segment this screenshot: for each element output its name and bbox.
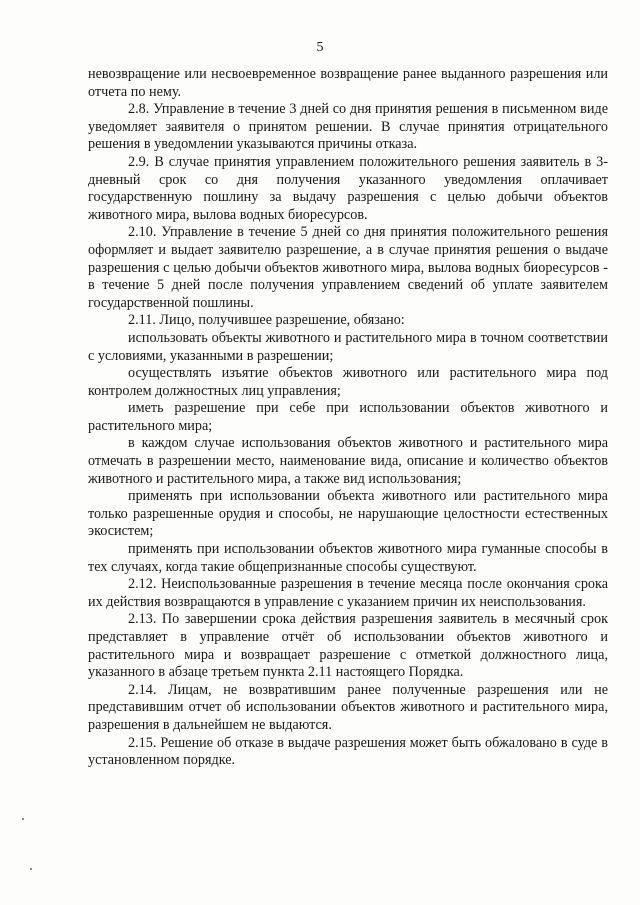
page-number: 5 <box>316 40 324 55</box>
paragraph-2-15: 2.15. Решение об отказе в выдаче разрешения может быть обжаловано в суде в установленном порядке. <box>88 734 608 769</box>
obligation-item: использовать объекты животного и растительного мира в точном соответствии с условиями, указанными в разрешении; <box>88 329 608 364</box>
paragraph-2-10: 2.10. Управление в течение 5 дней со дня принятия положительного решения оформляет и выдает заявителю разрешение, а в случае принятия решения о выдаче разрешения с целью добычи объектов животного мира, вылова водных биоресурсов - в течение 5 дней после получения управлением сведений об уплате заявителем государственной пошлины. <box>88 224 608 311</box>
document-body <box>88 66 608 770</box>
paragraph-2-9: 2.9. В случае принятия управлением положительного решения заявитель в 3-дневный срок со дня получения указанного уведомления оплачивает государственную пошлину за выдачу разрешения с целью добычи объектов животного мира, вылова водных биоресурсов. <box>88 153 608 223</box>
scan-speck <box>30 868 32 870</box>
scan-speck <box>22 818 24 820</box>
paragraph-2-8: 2.8. Управление в течение 3 дней со дня принятия решения в письменном виде уведомляет заявителя о принятом решении. В случае принятия отрицательного решения в уведомлении указываются причины отказа. <box>88 101 608 153</box>
paragraph-2-13: 2.13. По завершении срока действия разрешения заявитель в месячный срок представляет в управление отчёт об использовании объектов животного и растительного мира и возвращает разрешение с отметкой должностного лица, указанного в абзаце третьем пункта 2.11 настоящего Порядка. <box>88 611 608 681</box>
paragraph-2-14: 2.14. Лицам, не возвратившим ранее полученные разрешения или не представившим отчет об использовании объектов животного и растительного мира, разрешения в дальнейшем не выдаются. <box>88 681 608 733</box>
obligation-item: применять при использовании объектов животного мира гуманные способы в тех случаях, когда такие общепризнанные способы существуют. <box>88 541 608 575</box>
obligation-item: применять при использовании объекта животного или растительного мира только разрешенные орудия и способы, не нарушающие целостности естественных экосистем; <box>88 488 608 540</box>
paragraph-continuation: невозвращение или несвоевременное возвращение ранее выданного разрешения или отчета по нему. <box>88 66 608 100</box>
obligation-item: иметь разрешение при себе при использовании объектов животного и растительного мира; <box>88 400 608 434</box>
paragraph-2-12: 2.12. Неиспользованные разрешения в течение месяца после окончания срока их действия возвращаются в управление с указанием причин их неиспользования. <box>88 576 608 610</box>
obligation-item: осуществлять изъятие объектов животного или растительного мира под контролем должностных лиц управления; <box>88 365 608 399</box>
paragraph-2-11: 2.11. Лицо, получившее разрешение, обязано: <box>128 312 405 329</box>
obligation-item: в каждом случае использования объектов животного и растительного мира отмечать в разрешении место, наименование вида, описание и количество объектов животного и растительного мира, а также вид использования; <box>88 435 608 487</box>
